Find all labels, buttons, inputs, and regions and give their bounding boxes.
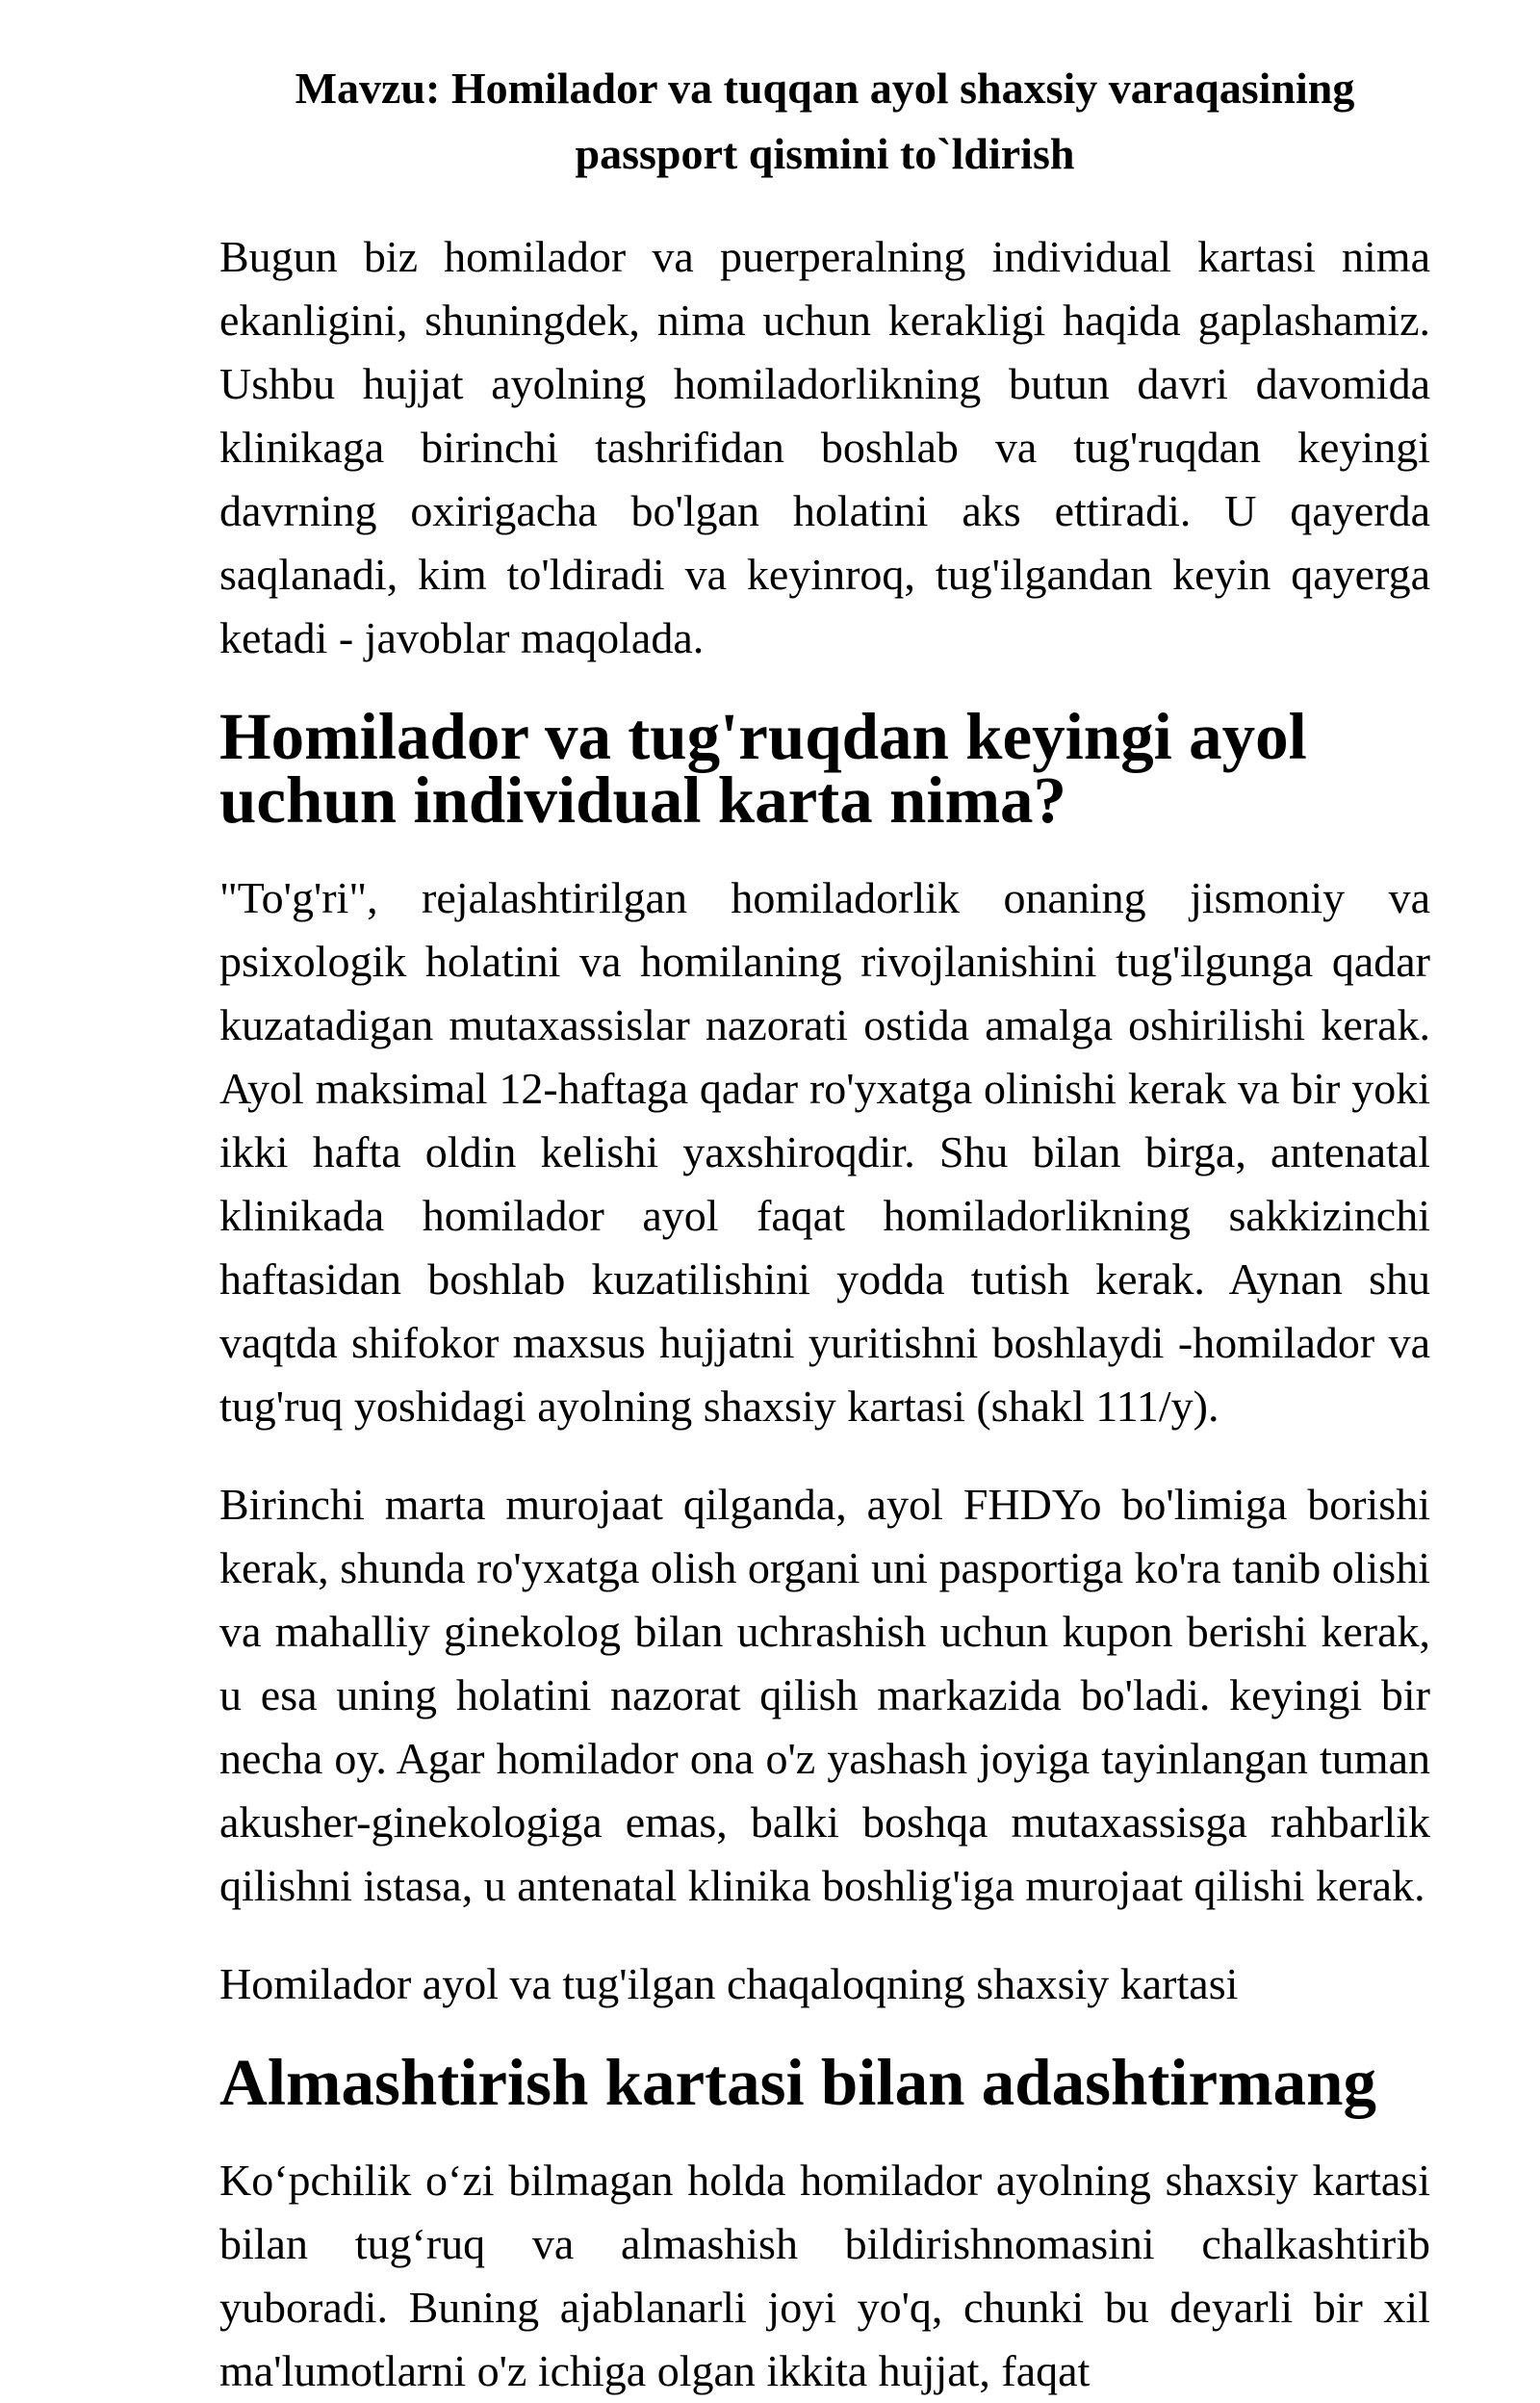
paragraph-shaxsiy-kartasi-caption: Homilador ayol va tug'ilgan chaqaloqning shaxsiy kartasi: [219, 1959, 1239, 2008]
section-heading-almashtirish: Almashtirish kartasi bilan adashtirmang: [219, 2046, 1376, 2119]
document-title: Mavzu: Homilador va tuqqan ayol shaxsiy varaqasining passport qismini to`ldirish: [295, 64, 1355, 178]
paragraph-intro: Bugun biz homilador va puerperalning individual kartasi nima ekanligini, shuningdek, nima uchun kerakligi haqida gaplashamiz. Ushbu hujjat ayolning homiladorlikning butun davri davomida klinikaga birinchi tashrifidan boshlab va tug'ruqdan keyingi davrning oxirigacha bo'lgan holatini aks ettiradi. U qayerda saqlanadi, kim to'ldiradi va keyinroq, tug'ilgandan keyin qayerga ketadi - javoblar maqolada.: [219, 232, 1430, 662]
paragraph-birinchi-murojaat: Birinchi marta murojaat qilganda, ayol FHDYo bo'limiga borishi kerak, shunda ro'yxatga olish organi uni pasportiga ko'ra tanib olishi va mahalliy ginekolog bilan uchrashish uchun kupon berishi kerak, u esa uning holatini nazorat qilish markazida bo'ladi. keyingi bir necha oy. Agar homilador ona o'z yashash joyiga tayinlangan tuman akusher-ginekologiga emas, balki boshqa mutaxassisga rahbarlik qilishni istasa, u antenatal klinika boshlig'iga murojaat qilishi kerak.: [219, 1480, 1430, 1910]
paragraph-kopchilik: Koʻpchilik oʻzi bilmagan holda homilador ayolning shaxsiy kartasi bilan tugʻruq va almashish bildirishnomasini chalkashtirib yuboradi. Buning ajablanarli joyi yo'q, chunki bu deyarli bir xil ma'lumotlarni o'z ichiga olgan ikkita hujjat, faqat: [219, 2156, 1430, 2395]
paragraph-togri: "To'g'ri", rejalashtirilgan homiladorlik onaning jismoniy va psixologik holatini va homilaning rivojlanishini tug'ilgunga qadar kuzatadigan mutaxassislar nazorati ostida amalga oshirilishi kerak. Ayol maksimal 12-haftaga qadar ro'yxatga olinishi kerak va bir yoki ikki hafta oldin kelishi yaxshiroqdir. Shu bilan birga, antenatal klinikada homilador ayol faqat homiladorlikning sakkizinchi haftasidan boshlab kuzatilishini yodda tutish kerak. Aynan shu vaqtda shifokor maxsus hujjatni yuritishni boshlaydi -homilador va tug'ruq yoshidagi ayolning shaxsiy kartasi (shakl 111/y).: [219, 873, 1430, 1431]
section-heading-individual-karta: Homilador va tug'ruqdan keyingi ayol uchun individual karta nima?: [219, 700, 1307, 837]
